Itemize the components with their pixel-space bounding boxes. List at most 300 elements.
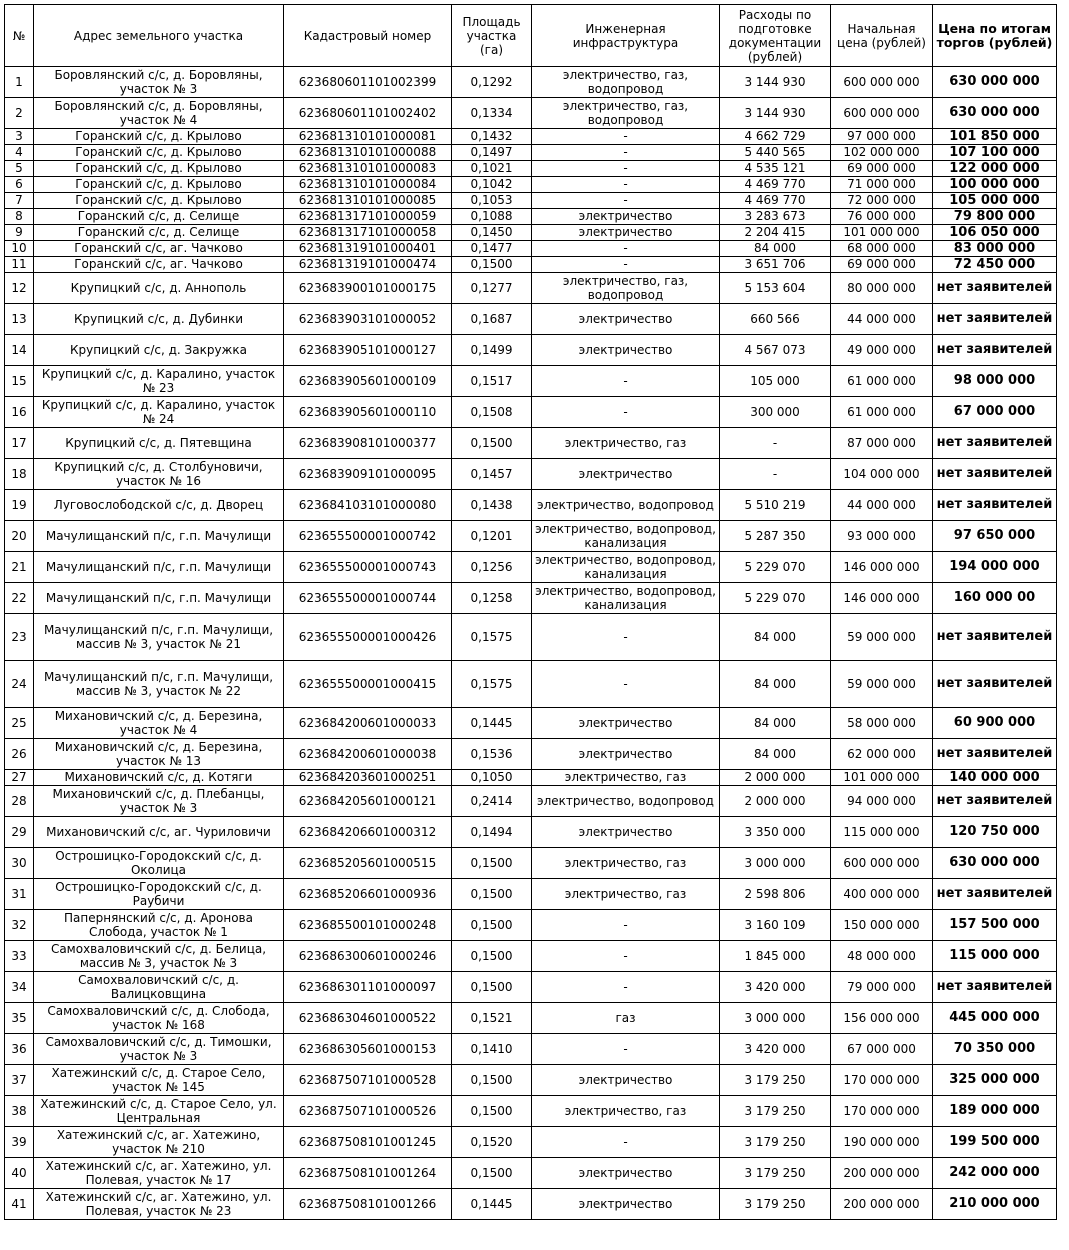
table-row (5, 209, 1057, 225)
cell-area: 0,1410 (452, 1034, 532, 1065)
cell-area: 0,1494 (452, 817, 532, 848)
cell-cadastral-number: 623684205601000121 (284, 786, 452, 817)
cell-address: Папернянский с/с, д. Аронова Слобода, участок № 1 (34, 910, 284, 941)
cell-start-price: 170 000 000 (831, 1096, 933, 1127)
table-row (5, 428, 1057, 459)
cell-infrastructure: электричество, газ, водопровод (532, 67, 720, 98)
cell-documentation-cost: 5 229 070 (720, 583, 831, 614)
cell-final-price: 106 050 000 (933, 225, 1057, 241)
cell-start-price: 49 000 000 (831, 335, 933, 366)
cell-address: Хатежинский с/с, аг. Хатежино, участок № 210 (34, 1127, 284, 1158)
table-row (5, 335, 1057, 366)
cell-area: 0,1500 (452, 879, 532, 910)
cell-area: 0,1521 (452, 1003, 532, 1034)
cell-start-price: 146 000 000 (831, 552, 933, 583)
cell-address: Крупицкий с/с, д. Аннополь (34, 273, 284, 304)
cell-area: 0,1500 (452, 257, 532, 273)
cell-infrastructure: электричество (532, 459, 720, 490)
cell-area: 0,1457 (452, 459, 532, 490)
header-cadastral-number: Кадастровый номер (284, 5, 452, 67)
cell-start-price: 600 000 000 (831, 98, 933, 129)
cell-infrastructure: электричество, газ (532, 1096, 720, 1127)
cell-infrastructure: электричество (532, 304, 720, 335)
cell-address: Мачулищанский п/с, г.п. Мачулищи (34, 583, 284, 614)
cell-start-price: 71 000 000 (831, 177, 933, 193)
cell-documentation-cost: 84 000 (720, 614, 831, 661)
cell-cadastral-number: 623687508101001264 (284, 1158, 452, 1189)
cell-area: 0,1050 (452, 770, 532, 786)
cell-infrastructure: электричество, газ (532, 428, 720, 459)
cell-infrastructure: электричество, водопровод, канализация (532, 583, 720, 614)
table-row (5, 490, 1057, 521)
cell-area: 0,1575 (452, 614, 532, 661)
cell-documentation-cost: 300 000 (720, 397, 831, 428)
header-address: Адрес земельного участка (34, 5, 284, 67)
table-row (5, 304, 1057, 335)
cell-infrastructure: электричество, газ, водопровод (532, 273, 720, 304)
cell-final-price: нет заявителей (933, 614, 1057, 661)
cell-documentation-cost: 5 440 565 (720, 145, 831, 161)
cell-infrastructure: - (532, 661, 720, 708)
table-row (5, 708, 1057, 739)
cell-area: 0,1334 (452, 98, 532, 129)
cell-documentation-cost: 3 179 250 (720, 1065, 831, 1096)
cell-infrastructure: - (532, 366, 720, 397)
cell-documentation-cost: 84 000 (720, 661, 831, 708)
cell-address: Самохваловичский с/с, д. Белица, массив № 3, участок № 3 (34, 941, 284, 972)
cell-start-price: 101 000 000 (831, 225, 933, 241)
cell-infrastructure: электричество (532, 1158, 720, 1189)
cell-area: 0,1088 (452, 209, 532, 225)
table-row (5, 1127, 1057, 1158)
cell-number: 18 (5, 459, 34, 490)
cell-cadastral-number: 623680601101002399 (284, 67, 452, 98)
cell-number: 30 (5, 848, 34, 879)
cell-infrastructure: электричество, газ (532, 770, 720, 786)
cell-documentation-cost: 3 160 109 (720, 910, 831, 941)
cell-area: 0,1499 (452, 335, 532, 366)
cell-address: Хатежинский с/с, д. Старое Село, ул. Центральная (34, 1096, 284, 1127)
cell-start-price: 44 000 000 (831, 490, 933, 521)
cell-start-price: 97 000 000 (831, 129, 933, 145)
cell-infrastructure: - (532, 972, 720, 1003)
table-row (5, 1189, 1057, 1220)
cell-documentation-cost: 4 662 729 (720, 129, 831, 145)
cell-cadastral-number: 623685205601000515 (284, 848, 452, 879)
cell-number: 25 (5, 708, 34, 739)
cell-address: Горанский с/с, д. Крылово (34, 161, 284, 177)
cell-area: 0,1500 (452, 941, 532, 972)
cell-final-price: 160 000 00 (933, 583, 1057, 614)
header-number: № (5, 5, 34, 67)
cell-area: 0,1053 (452, 193, 532, 209)
cell-final-price: 101 850 000 (933, 129, 1057, 145)
cell-address: Боровлянский с/с, д. Боровляны, участок № 4 (34, 98, 284, 129)
cell-area: 0,1042 (452, 177, 532, 193)
cell-area: 0,1445 (452, 708, 532, 739)
cell-number: 24 (5, 661, 34, 708)
cell-cadastral-number: 623681319101000474 (284, 257, 452, 273)
cell-documentation-cost: 84 000 (720, 708, 831, 739)
table-row (5, 225, 1057, 241)
cell-address: Горанский с/с, д. Крылово (34, 193, 284, 209)
cell-final-price: 67 000 000 (933, 397, 1057, 428)
cell-final-price: 83 000 000 (933, 241, 1057, 257)
cell-area: 0,1500 (452, 1065, 532, 1096)
cell-start-price: 62 000 000 (831, 739, 933, 770)
cell-address: Михановичский с/с, д. Плебанцы, участок № 3 (34, 786, 284, 817)
cell-address: Горанский с/с, д. Крылово (34, 177, 284, 193)
cell-area: 0,1500 (452, 1096, 532, 1127)
cell-area: 0,1517 (452, 366, 532, 397)
cell-final-price: 630 000 000 (933, 98, 1057, 129)
cell-infrastructure: электричество (532, 335, 720, 366)
cell-start-price: 61 000 000 (831, 366, 933, 397)
cell-number: 6 (5, 177, 34, 193)
table-row (5, 1003, 1057, 1034)
cell-area: 0,1687 (452, 304, 532, 335)
table-row (5, 770, 1057, 786)
cell-address: Михановичский с/с, д. Березина, участок № 13 (34, 739, 284, 770)
cell-final-price: нет заявителей (933, 304, 1057, 335)
cell-final-price: 60 900 000 (933, 708, 1057, 739)
cell-infrastructure: - (532, 397, 720, 428)
cell-number: 32 (5, 910, 34, 941)
cell-number: 3 (5, 129, 34, 145)
cell-cadastral-number: 623686301101000097 (284, 972, 452, 1003)
cell-number: 21 (5, 552, 34, 583)
cell-infrastructure: электричество, водопровод, канализация (532, 552, 720, 583)
cell-number: 29 (5, 817, 34, 848)
cell-address: Самохваловичский с/с, д. Слобода, участок № 168 (34, 1003, 284, 1034)
cell-final-price: 98 000 000 (933, 366, 1057, 397)
cell-area: 0,1432 (452, 129, 532, 145)
cell-start-price: 200 000 000 (831, 1158, 933, 1189)
cell-documentation-cost: 4 469 770 (720, 193, 831, 209)
cell-number: 10 (5, 241, 34, 257)
cell-start-price: 79 000 000 (831, 972, 933, 1003)
cell-number: 31 (5, 879, 34, 910)
cell-number: 12 (5, 273, 34, 304)
cell-cadastral-number: 623655500001000744 (284, 583, 452, 614)
cell-cadastral-number: 623681310101000083 (284, 161, 452, 177)
cell-start-price: 61 000 000 (831, 397, 933, 428)
cell-address: Самохваловичский с/с, д. Тимошки, участок № 3 (34, 1034, 284, 1065)
cell-final-price: 105 000 000 (933, 193, 1057, 209)
cell-infrastructure: электричество, водопровод, канализация (532, 521, 720, 552)
header-area: Площадь участка (га) (452, 5, 532, 67)
cell-final-price: 325 000 000 (933, 1065, 1057, 1096)
cell-infrastructure: электричество, водопровод (532, 490, 720, 521)
cell-area: 0,1536 (452, 739, 532, 770)
cell-documentation-cost: 2 000 000 (720, 786, 831, 817)
cell-infrastructure: электричество (532, 708, 720, 739)
cell-area: 0,1256 (452, 552, 532, 583)
cell-documentation-cost: 3 420 000 (720, 972, 831, 1003)
cell-address: Крупицкий с/с, д. Дубинки (34, 304, 284, 335)
cell-start-price: 69 000 000 (831, 161, 933, 177)
cell-infrastructure: электричество, газ, водопровод (532, 98, 720, 129)
cell-cadastral-number: 623655500001000742 (284, 521, 452, 552)
cell-start-price: 150 000 000 (831, 910, 933, 941)
cell-final-price: нет заявителей (933, 739, 1057, 770)
cell-number: 22 (5, 583, 34, 614)
cell-infrastructure: - (532, 257, 720, 273)
table-body (5, 67, 1057, 1220)
cell-number: 4 (5, 145, 34, 161)
cell-address: Михановичский с/с, д. Котяги (34, 770, 284, 786)
cell-address: Горанский с/с, д. Селище (34, 209, 284, 225)
cell-final-price: 199 500 000 (933, 1127, 1057, 1158)
cell-final-price: 189 000 000 (933, 1096, 1057, 1127)
table-row (5, 161, 1057, 177)
cell-final-price: 79 800 000 (933, 209, 1057, 225)
cell-documentation-cost: 3 350 000 (720, 817, 831, 848)
header-final-price: Цена по итогам торгов (рублей) (933, 5, 1057, 67)
cell-documentation-cost: 4 535 121 (720, 161, 831, 177)
cell-infrastructure: - (532, 129, 720, 145)
cell-cadastral-number: 623685500101000248 (284, 910, 452, 941)
cell-cadastral-number: 623683908101000377 (284, 428, 452, 459)
cell-cadastral-number: 623687508101001266 (284, 1189, 452, 1220)
cell-documentation-cost: 2 204 415 (720, 225, 831, 241)
cell-start-price: 59 000 000 (831, 614, 933, 661)
cell-start-price: 93 000 000 (831, 521, 933, 552)
cell-final-price: нет заявителей (933, 490, 1057, 521)
cell-infrastructure: - (532, 193, 720, 209)
cell-number: 23 (5, 614, 34, 661)
cell-cadastral-number: 623681317101000059 (284, 209, 452, 225)
cell-number: 14 (5, 335, 34, 366)
cell-cadastral-number: 623683905101000127 (284, 335, 452, 366)
table-row (5, 273, 1057, 304)
cell-final-price: 157 500 000 (933, 910, 1057, 941)
cell-infrastructure: - (532, 241, 720, 257)
cell-address: Мачулищанский п/с, г.п. Мачулищи (34, 552, 284, 583)
cell-address: Хатежинский с/с, аг. Хатежино, ул. Полевая, участок № 23 (34, 1189, 284, 1220)
cell-documentation-cost: 84 000 (720, 739, 831, 770)
cell-cadastral-number: 623684206601000312 (284, 817, 452, 848)
cell-documentation-cost: 4 567 073 (720, 335, 831, 366)
cell-infrastructure: электричество (532, 1189, 720, 1220)
cell-infrastructure: электричество, водопровод (532, 786, 720, 817)
cell-address: Крупицкий с/с, д. Закружка (34, 335, 284, 366)
cell-number: 26 (5, 739, 34, 770)
cell-documentation-cost: 4 469 770 (720, 177, 831, 193)
cell-final-price: 120 750 000 (933, 817, 1057, 848)
cell-cadastral-number: 623681317101000058 (284, 225, 452, 241)
table-row (5, 521, 1057, 552)
cell-infrastructure: электричество, газ (532, 848, 720, 879)
table-row (5, 145, 1057, 161)
cell-documentation-cost: 3 651 706 (720, 257, 831, 273)
cell-documentation-cost: 105 000 (720, 366, 831, 397)
cell-area: 0,1277 (452, 273, 532, 304)
cell-address: Боровлянский с/с, д. Боровляны, участок № 3 (34, 67, 284, 98)
header-start-price: Начальная цена (рублей) (831, 5, 933, 67)
cell-number: 38 (5, 1096, 34, 1127)
cell-documentation-cost: 2 000 000 (720, 770, 831, 786)
cell-final-price: 97 650 000 (933, 521, 1057, 552)
table-header-row (5, 5, 1057, 67)
cell-documentation-cost: 3 144 930 (720, 98, 831, 129)
table-row (5, 366, 1057, 397)
cell-start-price: 69 000 000 (831, 257, 933, 273)
cell-area: 0,1520 (452, 1127, 532, 1158)
cell-number: 1 (5, 67, 34, 98)
cell-final-price: 122 000 000 (933, 161, 1057, 177)
cell-start-price: 59 000 000 (831, 661, 933, 708)
cell-address: Крупицкий с/с, д. Столбуновичи, участок № 16 (34, 459, 284, 490)
cell-final-price: нет заявителей (933, 972, 1057, 1003)
table-row (5, 67, 1057, 98)
cell-address: Горанский с/с, д. Селище (34, 225, 284, 241)
cell-number: 16 (5, 397, 34, 428)
cell-final-price: нет заявителей (933, 661, 1057, 708)
header-infrastructure: Инженерная инфраструктура (532, 5, 720, 67)
cell-number: 5 (5, 161, 34, 177)
cell-final-price: 210 000 000 (933, 1189, 1057, 1220)
cell-documentation-cost: 3 420 000 (720, 1034, 831, 1065)
cell-documentation-cost: 3 179 250 (720, 1189, 831, 1220)
table-row (5, 583, 1057, 614)
cell-documentation-cost: 84 000 (720, 241, 831, 257)
cell-final-price: 115 000 000 (933, 941, 1057, 972)
table-row (5, 1158, 1057, 1189)
cell-area: 0,1500 (452, 972, 532, 1003)
cell-final-price: нет заявителей (933, 786, 1057, 817)
cell-start-price: 44 000 000 (831, 304, 933, 335)
table-row (5, 739, 1057, 770)
cell-documentation-cost: 3 000 000 (720, 848, 831, 879)
cell-number: 37 (5, 1065, 34, 1096)
cell-start-price: 156 000 000 (831, 1003, 933, 1034)
cell-cadastral-number: 623655500001000426 (284, 614, 452, 661)
cell-documentation-cost: 5 287 350 (720, 521, 831, 552)
cell-number: 36 (5, 1034, 34, 1065)
table-row (5, 879, 1057, 910)
cell-final-price: 242 000 000 (933, 1158, 1057, 1189)
cell-infrastructure: - (532, 614, 720, 661)
cell-area: 0,1575 (452, 661, 532, 708)
cell-area: 0,1477 (452, 241, 532, 257)
table-row (5, 661, 1057, 708)
cell-address: Острошицко-Городокский с/с, д. Околица (34, 848, 284, 879)
cell-cadastral-number: 623683905601000109 (284, 366, 452, 397)
cell-final-price: 100 000 000 (933, 177, 1057, 193)
cell-cadastral-number: 623681310101000081 (284, 129, 452, 145)
cell-start-price: 58 000 000 (831, 708, 933, 739)
cell-address: Михановичский с/с, аг. Чуриловичи (34, 817, 284, 848)
cell-cadastral-number: 623681310101000084 (284, 177, 452, 193)
cell-number: 39 (5, 1127, 34, 1158)
cell-cadastral-number: 623655500001000743 (284, 552, 452, 583)
cell-address: Горанский с/с, д. Крылово (34, 145, 284, 161)
cell-start-price: 101 000 000 (831, 770, 933, 786)
cell-start-price: 146 000 000 (831, 583, 933, 614)
cell-infrastructure: - (532, 1034, 720, 1065)
cell-cadastral-number: 623684200601000033 (284, 708, 452, 739)
cell-start-price: 68 000 000 (831, 241, 933, 257)
cell-cadastral-number: 623681319101000401 (284, 241, 452, 257)
cell-infrastructure: - (532, 177, 720, 193)
cell-number: 40 (5, 1158, 34, 1189)
cell-final-price: 630 000 000 (933, 848, 1057, 879)
cell-number: 9 (5, 225, 34, 241)
cell-cadastral-number: 623684103101000080 (284, 490, 452, 521)
cell-documentation-cost: - (720, 428, 831, 459)
table-row (5, 552, 1057, 583)
cell-documentation-cost: 3 144 930 (720, 67, 831, 98)
cell-cadastral-number: 623685206601000936 (284, 879, 452, 910)
cell-cadastral-number: 623687507101000528 (284, 1065, 452, 1096)
cell-documentation-cost: 5 510 219 (720, 490, 831, 521)
cell-documentation-cost: 5 229 070 (720, 552, 831, 583)
cell-documentation-cost: 3 179 250 (720, 1158, 831, 1189)
cell-infrastructure: - (532, 1127, 720, 1158)
cell-start-price: 102 000 000 (831, 145, 933, 161)
cell-address: Горанский с/с, аг. Чачково (34, 257, 284, 273)
cell-address: Крупицкий с/с, д. Пятевщина (34, 428, 284, 459)
cell-number: 35 (5, 1003, 34, 1034)
table-row (5, 129, 1057, 145)
cell-start-price: 72 000 000 (831, 193, 933, 209)
cell-start-price: 104 000 000 (831, 459, 933, 490)
cell-number: 20 (5, 521, 34, 552)
cell-infrastructure: электричество (532, 739, 720, 770)
table-row (5, 1065, 1057, 1096)
cell-final-price: 445 000 000 (933, 1003, 1057, 1034)
cell-address: Мачулищанский п/с, г.п. Мачулищи, массив № 3, участок № 22 (34, 661, 284, 708)
cell-final-price: 194 000 000 (933, 552, 1057, 583)
cell-number: 7 (5, 193, 34, 209)
cell-address: Луговослободской с/с, д. Дворец (34, 490, 284, 521)
cell-documentation-cost: 5 153 604 (720, 273, 831, 304)
table-row (5, 257, 1057, 273)
cell-area: 0,1445 (452, 1189, 532, 1220)
cell-cadastral-number: 623683903101000052 (284, 304, 452, 335)
table-row (5, 177, 1057, 193)
cell-start-price: 190 000 000 (831, 1127, 933, 1158)
cell-address: Крупицкий с/с, д. Каралино, участок № 23 (34, 366, 284, 397)
table-row (5, 614, 1057, 661)
cell-number: 41 (5, 1189, 34, 1220)
table-row (5, 972, 1057, 1003)
cell-number: 8 (5, 209, 34, 225)
cell-final-price: нет заявителей (933, 879, 1057, 910)
cell-cadastral-number: 623687507101000526 (284, 1096, 452, 1127)
cell-final-price: 630 000 000 (933, 67, 1057, 98)
cell-start-price: 170 000 000 (831, 1065, 933, 1096)
cell-number: 28 (5, 786, 34, 817)
cell-cadastral-number: 623684200601000038 (284, 739, 452, 770)
table-row (5, 1096, 1057, 1127)
cell-number: 34 (5, 972, 34, 1003)
cell-address: Крупицкий с/с, д. Каралино, участок № 24 (34, 397, 284, 428)
cell-final-price: 72 450 000 (933, 257, 1057, 273)
cell-number: 2 (5, 98, 34, 129)
table-row (5, 941, 1057, 972)
cell-infrastructure: - (532, 161, 720, 177)
cell-final-price: нет заявителей (933, 428, 1057, 459)
cell-infrastructure: - (532, 145, 720, 161)
cell-cadastral-number: 623684203601000251 (284, 770, 452, 786)
auction-results-document (4, 4, 1057, 1220)
cell-final-price: 107 100 000 (933, 145, 1057, 161)
cell-area: 0,1500 (452, 1158, 532, 1189)
cell-area: 0,1450 (452, 225, 532, 241)
cell-cadastral-number: 623686304601000522 (284, 1003, 452, 1034)
